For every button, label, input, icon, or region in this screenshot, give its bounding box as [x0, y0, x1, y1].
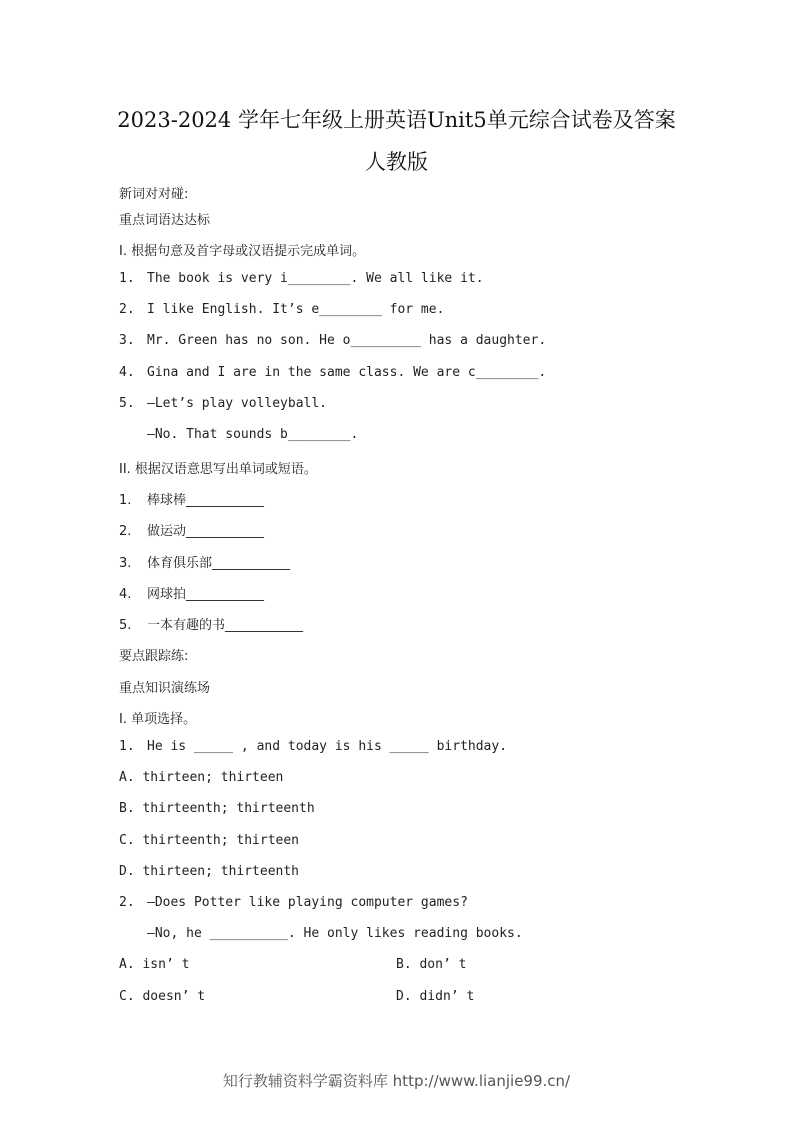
- question-number: 3.: [119, 333, 135, 348]
- answer-option: C. doesn’ t: [119, 989, 206, 1004]
- question-item: [119, 583, 264, 602]
- question-text: 做运动____________: [147, 524, 265, 539]
- document-title: 2023-2024 学年七年级上册英语Unit5单元综合试卷及答案: [117, 108, 676, 132]
- question-number: 2.: [119, 895, 135, 910]
- answer-option-row: [119, 989, 619, 1004]
- question-text: I like English. It’s e________ for me.: [147, 302, 445, 317]
- question-number: 4.: [119, 587, 132, 602]
- answer-option-row: [119, 957, 619, 972]
- section-heading-practice: 要点跟踪练:: [119, 649, 189, 664]
- question-text: 体育俱乐部____________: [147, 556, 291, 571]
- question-text: The book is very i________. We all like it.: [147, 271, 484, 286]
- part-label-fill-words: I. 根据句意及首字母或汉语提示完成单词。: [119, 244, 366, 259]
- question-item: [119, 614, 303, 633]
- answer-option: B. don’ t: [396, 957, 467, 972]
- answer-option: C. thirteenth; thirteen: [119, 833, 300, 848]
- question-number: 1.: [119, 271, 135, 286]
- question-reply: —No. That sounds b________.: [147, 427, 359, 442]
- part-label-multiple-choice: I. 单项选择。: [119, 712, 197, 727]
- question-item: [119, 895, 468, 910]
- question-item: [119, 333, 546, 348]
- section-heading-vocab: 新词对对碰:: [119, 187, 189, 202]
- answer-option: B. thirteenth; thirteenth: [119, 801, 315, 816]
- question-item: [119, 302, 444, 317]
- part-label-translate: II. 根据汉语意思写出单词或短语。: [119, 462, 317, 477]
- answer-option: A. isn’ t: [119, 957, 190, 972]
- section-subheading-vocab: 重点词语达达标: [119, 213, 211, 228]
- answer-option: D. thirteen; thirteenth: [119, 864, 300, 879]
- question-item: [119, 396, 327, 411]
- question-text: —Let’s play volleyball.: [147, 396, 328, 411]
- question-number: 5.: [119, 618, 132, 633]
- document-subtitle: 人教版: [365, 150, 428, 174]
- question-text: 网球拍____________: [147, 587, 265, 602]
- question-number: 4.: [119, 365, 135, 380]
- question-text: 棒球棒____________: [147, 493, 265, 508]
- question-number: 1.: [119, 493, 132, 508]
- question-text: —Does Potter like playing computer games?: [147, 895, 468, 910]
- question-item: [119, 739, 507, 754]
- question-number: 1.: [119, 739, 135, 754]
- answer-option: D. didn’ t: [396, 989, 475, 1004]
- question-reply: —No, he __________. He only likes reading books.: [147, 926, 523, 941]
- answer-option: A. thirteen; thirteen: [119, 770, 284, 785]
- question-text: 一本有趣的书____________: [147, 618, 304, 633]
- question-text: Mr. Green has no son. He o_________ has a daughter.: [147, 333, 547, 348]
- question-number: 2.: [119, 524, 132, 539]
- section-subheading-practice: 重点知识演练场: [119, 681, 211, 696]
- footer-watermark-text: 知行教辅资料学霸资料库 http://www.lianjie99.cn/: [222, 1072, 571, 1090]
- question-item: [119, 365, 546, 380]
- question-item: [119, 271, 484, 286]
- question-item: [119, 552, 290, 571]
- question-number: 3.: [119, 556, 132, 571]
- question-number: 2.: [119, 302, 135, 317]
- question-item: [119, 520, 264, 539]
- question-item: [119, 489, 264, 508]
- question-text: He is _____ , and today is his _____ birthday.: [147, 739, 508, 754]
- question-text: Gina and I are in the same class. We are c________.: [147, 365, 547, 380]
- question-number: 5.: [119, 396, 135, 411]
